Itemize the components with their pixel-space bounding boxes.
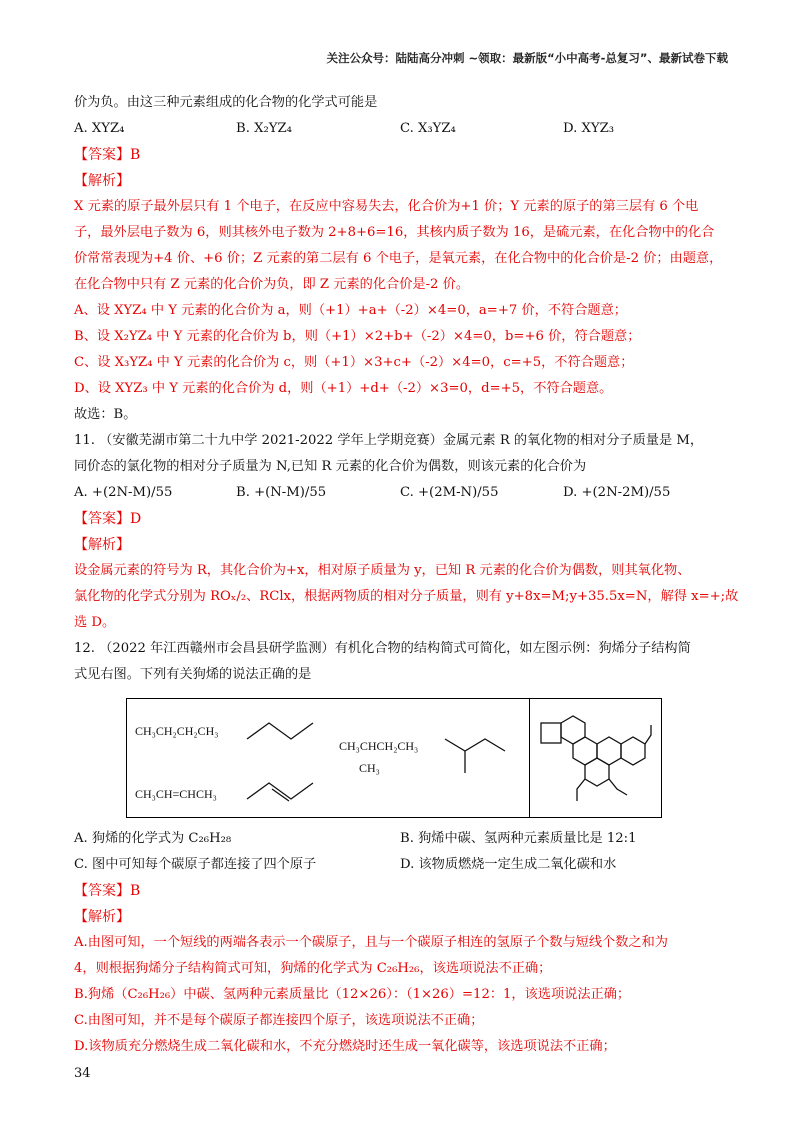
- page-content: [74, 90, 739, 1060]
- q10-option-b: B. X₂YZ₄: [236, 121, 292, 136]
- q10-options: [74, 116, 726, 142]
- q11-stem-line: 11. （安徽芜湖市第二十九中学 2021-2022 学年上学期竞赛）金属元素 R 的氧化物的相对分子质量是 M，: [74, 433, 704, 448]
- q12-analysis-line: C.由图可知，并不是每个碳原子都连接四个原子，该选项说法不正确；: [74, 1013, 484, 1028]
- q11-option-b: B. +(N-M)/55: [236, 485, 327, 500]
- q12-option-b: B. 狗烯中碳、氢两种元素质量比是 12:1: [400, 831, 637, 846]
- q11-stem-line: 同价态的氯化物的相对分子质量为 N,已知 R 元素的化合价为偶数，则该元素的化合价为: [74, 459, 587, 474]
- q10-analysis-line: 价常常表现为+4 价、+6 价；Z 元素的第二层有 6 个电子，是氧元素，在化合物中的化合价是-2 价；由题意，: [74, 251, 723, 266]
- q10-option-c: C. X₃YZ₄: [400, 121, 456, 136]
- q12-analysis-line: A.由图可知，一个短线的两端各表示一个碳原子，且与一个碳原子相连的氢原子个数与短线个数之和为: [74, 935, 668, 950]
- q10-analysis-line: X 元素的原子最外层只有 1 个电子，在反应中容易失去，化合价为+1 价；Y 元素的原子的第三层有 6 个电: [74, 199, 699, 214]
- q11-answer: 【答案】D: [74, 511, 142, 527]
- q12-option-c: C. 图中可知每个碳原子都连接了四个原子: [74, 857, 317, 872]
- q11-analysis-line: 氯化物的化学式分别为 ROₓ/₂、RClx，根据两物质的相对分子质量，则有 y+8x=M;y+35.5x=N，解得 x=+;故: [74, 589, 739, 604]
- q10-analysis-line: A、设 XYZ₄ 中 Y 元素的化合价为 a，则（+1）+a+（-2）×4=0，a=+7 价，不符合题意；: [74, 303, 627, 318]
- q11-options: [74, 480, 726, 506]
- q12-stem-line: 12. （2022 年江西赣州市会昌县研学监测）有机化合物的结构简式可简化，如左图示例：狗烯分子结构简: [74, 641, 691, 656]
- formula-methylbutane-branch: CH₃: [359, 761, 380, 775]
- q11-option-d: D. +(2N-2M)/55: [563, 485, 671, 500]
- butane-skeleton: [247, 723, 313, 739]
- q12-option-d: D. 该物质燃烧一定生成二氧化碳和水: [400, 857, 617, 872]
- formula-methylbutane: CH₃CHCH₂CH₃: [339, 739, 419, 753]
- q12-answer: 【答案】B: [74, 883, 141, 899]
- q11-analysis-line: 选 D。: [74, 615, 116, 630]
- q10-analysis-line: 子，最外层电子数为 6，则其核外电子数为 2+8+6=16，其核内质子数为 16，是硫元素，在化合物中的化合: [74, 225, 715, 240]
- q12-option-a: A. 狗烯的化学式为 C₂₆H₂₈: [74, 831, 232, 846]
- q12-options-row-1: [74, 826, 726, 852]
- q10-answer: 【答案】B: [74, 147, 141, 163]
- q10-stem: 价为负。由这三种元素组成的化合物的化学式可能是: [74, 95, 378, 110]
- q10-option-a: A. XYZ₄: [74, 121, 125, 136]
- q10-analysis-line: C、设 X₃YZ₄ 中 Y 元素的化合价为 c，则（+1）×3+c+（-2）×4=0，c=+5，不符合题意；: [74, 355, 634, 370]
- q10-analysis-line: 在化合物中只有 Z 元素的化合价为负，即 Z 元素的化合价是-2 价。: [74, 277, 470, 292]
- q11-analysis-label: 【解析】: [74, 537, 130, 553]
- q11-analysis-line: 设金属元素的符号为 R，其化合价为+x，相对原子质量为 y，已知 R 元素的化合价为偶数，则其氧化物、: [74, 563, 691, 578]
- q11-option-a: A. +(2N-M)/55: [74, 485, 173, 500]
- q10-analysis-label: 【解析】: [74, 173, 130, 189]
- q12-analysis-label: 【解析】: [74, 909, 130, 925]
- butene-skeleton: [247, 783, 313, 799]
- q12-analysis-line: 4，则根据狗烯分子结构简式可知，狗烯的化学式为 C₂₆H₂₆，该选项说法不正确；: [74, 961, 552, 976]
- q10-conclusion: 故选：B。: [74, 407, 137, 422]
- formula-butene: CH₃CH=CHCH₃: [135, 787, 217, 801]
- q12-options-row-2: [74, 852, 726, 878]
- methylbutane-skeleton: [445, 739, 505, 751]
- q10-option-d: D. XYZ₃: [563, 121, 615, 136]
- q12-stem-line: 式见右图。下列有关狗烯的说法正确的是: [74, 667, 312, 682]
- page-header: 关注公众号：陆陆高分冲刺 ~领取：最新版“小中高考-总复习”、最新试卷下载: [326, 51, 728, 65]
- structure-figure: [126, 698, 662, 818]
- q10-analysis-line: D、设 XYZ₃ 中 Y 元素的化合价为 d，则（+1）+d+（-2）×3=0，d=+5，不符合题意。: [74, 381, 613, 396]
- page-number: 34: [74, 1066, 91, 1081]
- doggyene-skeleton: [541, 716, 651, 801]
- q12-analysis-line: D.该物质充分燃烧生成二氧化碳和水，不充分燃烧时还生成一氧化碳等，该选项说法不正确；: [74, 1039, 616, 1054]
- q11-option-c: C. +(2M-N)/55: [400, 485, 499, 500]
- skeletal-structures: [127, 699, 663, 819]
- formula-butane: CH₃CH₂CH₂CH₃: [135, 724, 219, 738]
- q12-analysis-line: B.狗烯（C₂₆H₂₆）中碳、氢两种元素质量比（12×26）：（1×26）=12：1，该选项说法正确；: [74, 987, 631, 1002]
- q10-analysis-line: B、设 X₂YZ₄ 中 Y 元素的化合价为 b，则（+1）×2+b+（-2）×4=0，b=+6 价，符合题意；: [74, 329, 641, 344]
